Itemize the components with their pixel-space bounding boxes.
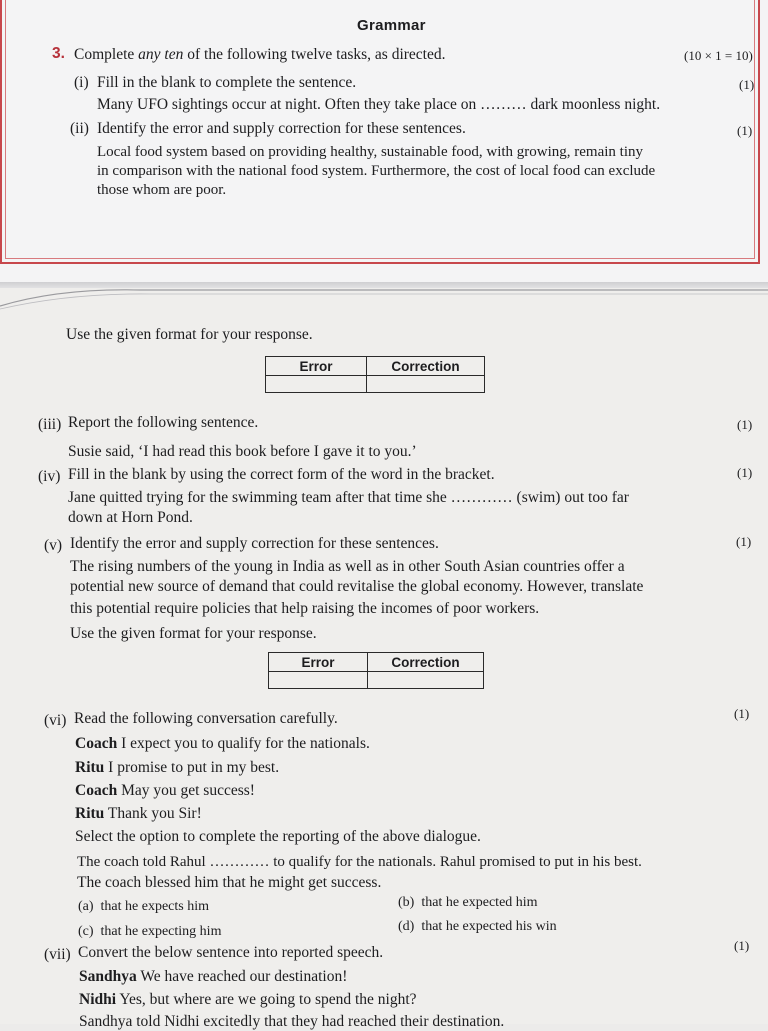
item-ii-text-line3: those whom are poor. — [97, 182, 227, 198]
question-total-marks: (10 × 1 = 10) — [684, 48, 753, 63]
item-i-marks: (1) — [739, 77, 755, 92]
item-ii-format-note: Use the given format for your response. — [66, 326, 313, 343]
option-c: (c) that he expecting him — [78, 924, 222, 939]
item-iii-instruction: Report the following sentence. — [68, 414, 259, 431]
item-i-text: Many UFO sightings occur at night. Often they take place on ……… dark moonless night. — [97, 96, 661, 113]
item-iii-label: (iii) — [38, 416, 62, 433]
item-v-label: (v) — [44, 537, 63, 554]
item-vii-marks: (1) — [734, 938, 750, 953]
item-v-format-note: Use the given format for your response. — [70, 625, 317, 642]
error-cell — [269, 672, 368, 689]
item-iii-marks: (1) — [737, 417, 753, 432]
item-ii-instruction: Identify the error and supply correction for these sentences. — [97, 120, 466, 137]
error-cell — [266, 376, 367, 393]
item-vii-instruction: Convert the below sentence into reported speech. — [78, 944, 384, 961]
item-v-text-line2: potential new source of demand that could revitalise the global economy. However, translate — [70, 578, 644, 595]
item-ii-text-line2: in comparison with the national food system. Furthermore, the cost of local food can exclude — [97, 163, 656, 179]
item-ii-text-line1: Local food system based on providing healthy, sustainable food, with growing, remain tiny — [97, 144, 644, 160]
dialogue-line: Coach May you get success! — [75, 782, 255, 799]
correction-cell — [368, 672, 484, 689]
section-title: Grammar — [357, 17, 426, 34]
item-vi-report-line1: The coach told Rahul ………… to qualify for the nationals. Rahul promised to put in his best. — [77, 854, 642, 870]
item-vii-label: (vii) — [44, 946, 71, 963]
question-number: 3. — [52, 45, 65, 62]
item-iv-text-line1: Jane quitted trying for the swimming team after that time she ………… (swim) out too far — [68, 489, 629, 506]
option-a: (a) that he expects him — [78, 899, 210, 914]
dialogue-line: Ritu Thank you Sir! — [75, 805, 202, 822]
dialogue-line: Coach I expect you to qualify for the nationals. — [75, 735, 370, 752]
item-v-response-table — [268, 652, 484, 689]
item-iii-text: Susie said, ‘I had read this book before I gave it to you.’ — [68, 443, 417, 460]
item-iv-text-line2: down at Horn Pond. — [68, 509, 193, 526]
page-curl-decoration — [0, 286, 768, 310]
correction-header: Correction — [368, 653, 484, 672]
item-vii-partial-line: Sandhya told Nidhi excitedly that they had reached their destination. — [79, 1013, 505, 1030]
error-header: Error — [269, 653, 368, 672]
item-ii-label: (ii) — [70, 120, 89, 137]
item-vi-marks: (1) — [734, 706, 750, 721]
item-v-text-line1: The rising numbers of the young in India as well as in other South Asian countries offer a — [70, 558, 625, 575]
item-vi-label: (vi) — [44, 712, 67, 729]
dialogue-line: Ritu I promise to put in my best. — [75, 759, 280, 776]
correction-cell — [367, 376, 485, 393]
correction-header: Correction — [367, 357, 485, 376]
item-vi-instruction: Read the following conversation carefully. — [74, 710, 338, 727]
item-iv-label: (iv) — [38, 468, 61, 485]
item-iv-instruction: Fill in the blank by using the correct form of the word in the bracket. — [68, 466, 495, 483]
item-iv-marks: (1) — [737, 465, 753, 480]
item-v-marks: (1) — [736, 534, 752, 549]
item-v-text-line3: this potential require policies that help raising the incomes of poor workers. — [70, 600, 540, 617]
item-v-instruction: Identify the error and supply correction for these sentences. — [70, 535, 439, 552]
dialogue-line: Sandhya We have reached our destination! — [79, 968, 348, 985]
item-ii-marks: (1) — [737, 123, 753, 138]
question-prompt: Complete any ten of the following twelve tasks, as directed. — [74, 46, 446, 63]
item-vi-select-text: Select the option to complete the reporting of the above dialogue. — [75, 828, 481, 845]
item-ii-response-table — [265, 356, 485, 393]
item-i-label: (i) — [74, 74, 89, 91]
error-header: Error — [266, 357, 367, 376]
option-d: (d) that he expected his win — [398, 919, 557, 934]
option-b: (b) that he expected him — [398, 895, 538, 910]
item-i-instruction: Fill in the blank to complete the sentence. — [97, 74, 357, 91]
item-vi-report-line2: The coach blessed him that he might get success. — [77, 874, 382, 891]
dialogue-line: Nidhi Yes, but where are we going to spend the night? — [79, 991, 417, 1008]
